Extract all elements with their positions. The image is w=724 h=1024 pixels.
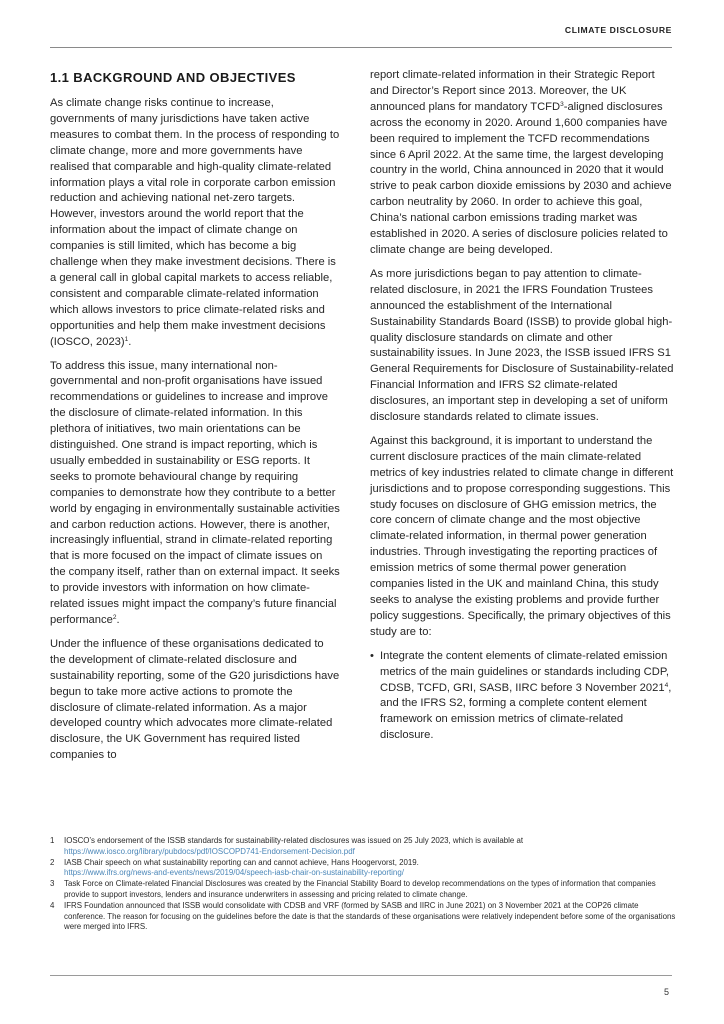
page-number: 5 [663,987,669,997]
footnote-link[interactable]: https://www.ifrs.org/news-and-events/news/2019/04/speech-iasb-chair-on-sustainability-reporting/ [64,868,404,878]
right-column [370,68,675,744]
footnote-link[interactable]: https://www.iosco.org/library/pubdocs/pdf/IOSCOPD741-Endorsement-Decision.pdf [64,846,355,856]
list-item: • Integrate the content elements of climate-related emission metrics of the main guidelines or standards including CDP, CDSB, TCFD, GRI, SASB, IIRC before 3 November 2021$^4$, and the IFRS S2, forming a complete content element framework on emission metrics of climate-related disclosure. [370,649,672,742]
bullet-icon: • [370,649,374,662]
footnote-ref-3[interactable]: 3 [560,100,564,108]
left-column [50,68,340,772]
objectives-list [370,649,675,744]
footnote-3: 3 Task Force on Climate-related Financial Disclosures was created by the Financial Stability Board to develop recommendations on the types of information that companies provide to support investors, lenders and insurance underwriters in assessing and pricing related to climate change. [50,879,656,899]
paragraph: Under the influence of these organisations dedicated to the development of climate-related disclosure and sustainability reporting, some of the G20 jurisdictions have begun to take more active actions to promote the disclosure of climate-related information. As a major developed country which advocates more climate-related disclosure, the UK Government has required listed companies to [50,637,340,762]
footnotes [50,836,680,933]
running-header-title: CLIMATE DISCLOSURE [564,25,672,35]
paragraph: As climate change risks continue to increase, governments of many jurisdictions have taken active measures to combat them. In the process of responding to climate change, more and more governments have realised that comparable and high-quality climate-related information plays a vital role in corporate carbon emission reduction and achieving national net-zero targets. However, investors around the world report that the information about the impact of climate change on companies is still limited, which has become a big challenge when they make investment decisions. There is a general call in global capital markets to access reliable, consistent and comparable climate-related information which allows investors to price climate-related risks and opportunities and help them make investment decisions (IOSCO, 2023)$^1$. [50,97,340,348]
footnote-1: 1 IOSCO’s endorsement of the ISSB standards for sustainability-related disclosures was issued on 25 July 2023, which is available at https://www.iosco.org/library/pubdocs/pdf/IOSCOPD741-Endorsement-Decision.pdf [50,836,680,858]
footer-divider [50,975,672,976]
header-divider [50,47,672,48]
paragraph: To address this issue, many international non-governmental and non-profit organisations have issued recommendations or guidelines to increase and improve the disclosure of climate-related information. In this plethora of initiatives, two main orientations can be distinguished. One strand is impact reporting, which is usually embedded in sustainability or ESG reports. It seeks to promote behavioural change by requiring companies to demonstrate how they contribute to a better world by engaging in environmentally sustainable activities and carbon reduction actions. However, there is another, increasingly influential, strand in climate-related reporting that is more focused on the impact of climate issues on the company itself, rather than on external impact. It seeks to provide investors with information on how climate-related issues might impact the company’s future financial performance$^2$. [50,359,340,626]
footnote-4: 4 IFRS Foundation announced that ISSB would consolidate with CDSB and VRF (formed by SASB and IIRC in June 2021) on 3 November 2021 at the COP26 climate conference. The reason for focusing on the guidelines before the date is that the standards of these organisations were relatively independent before some of the organisations were merged into IFRS. [50,900,676,932]
footnote-ref-2[interactable]: 2 [112,614,117,621]
paragraph: Against this background, it is important to understand the current disclosure practices of the main climate-related metrics of key industries related to climate change in different jurisdictions and to propose corresponding suggestions. This study focuses on disclosure of GHG emission metrics, the core concern of climate change and the most objective climate-related information, in thermal power generation industries. Through investigating the reporting practices of emission metrics of some thermal power generation companies listed in the UK and mainland China, this study seeks to analyse the existing problems and provide further policy suggestions. Specifically, the primary objectives of this study are to: [370,434,674,638]
footnote-ref-4[interactable]: 4 [664,681,669,689]
paragraph: report climate-related information in their Strategic Report and Director’s Report since 2013. Moreover, the UK announced plans for mandatory TCFD$^3$-aligned disclosures across the economy in 2020. Around 1,600 companies have been required to implement the TCFD recommendations since 6 April 2022. At the same time, the largest developing country in the world, China announced in 2020 that it would strive to peak carbon dioxide emissions by 2030 and achieve carbon neutrality by 2060. In order to achieve this goal, China’s national carbon emissions trading market was established in 2020. A series of disclosure policies related to climate change are being developed. [370,69,672,256]
section-title: 1.1 BACKGROUND AND OBJECTIVES [50,70,296,85]
footnote-ref-1[interactable]: 1 [124,335,129,343]
footnote-2: 2 IASB Chair speech on what sustainability reporting can and cannot achieve, Hans Hoogervorst, 2019. https://www.ifrs.org/news-and-events/news/2019/04/speech-iasb-chair-on-sustainability-reporting/ [50,858,680,880]
paragraph: As more jurisdictions began to pay attention to climate-related disclosure, in 2021 the IFRS Foundation Trustees announced the establishment of the International Sustainability Standards Board (ISSB) to provide global high-quality disclosure standards on climate and other sustainability issues. In June 2023, the ISSB issued IFRS S1 General Requirements for Disclosure of Sustainability-related Financial Information and IFRS S2 climate-related disclosures, an important step in developing a set of uniform disclosure standards related to climate issues. [370,267,674,424]
